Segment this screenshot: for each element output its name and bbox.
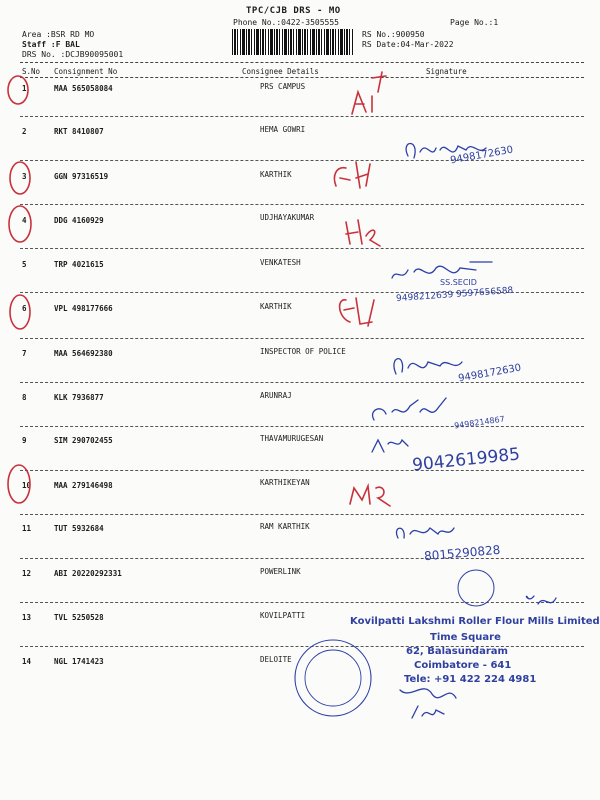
row-sno: 2: [22, 127, 27, 136]
row-consignee: UDJHAYAKUMAR: [260, 213, 315, 222]
row-consignee: POWERLINK: [260, 567, 301, 576]
row-consignment: TRP 4021615: [54, 260, 104, 269]
row-divider: [20, 382, 584, 383]
stamp-company-name: Kovilpatti Lakshmi Roller Flour Mills Limited: [350, 616, 600, 627]
blue-signature: [372, 440, 408, 452]
area-field: Area :BSR RD MO: [22, 30, 95, 39]
handwritten-phone: 9042619985: [411, 444, 521, 476]
red-initials-signature: [352, 72, 386, 114]
row-sno: 10: [22, 481, 32, 490]
row-consignment: NGL 1741423: [54, 657, 104, 666]
row-divider: [20, 116, 584, 117]
row-consignment: KLK 7936877: [54, 393, 104, 402]
blue-signature: [412, 706, 444, 718]
row-consignment: SIM 290702455: [54, 436, 113, 445]
handwritten-phone: 9498172630: [449, 144, 515, 167]
page-title: TPC/CJB DRS - MO: [246, 6, 341, 16]
row-sno: 8: [22, 393, 27, 402]
row-consignment: MAA 565058084: [54, 84, 113, 93]
phone-number: Phone No.:0422-3505555: [233, 18, 339, 27]
blue-signature: [394, 359, 462, 374]
barcode: [232, 29, 354, 55]
red-initials-signature: [346, 220, 380, 246]
round-seal-icon: [295, 640, 371, 716]
staff-field: Staff :F BAL: [22, 40, 80, 49]
row-divider: [20, 426, 584, 427]
row-sno: 7: [22, 349, 27, 358]
handwritten-phone: 9498172630: [457, 362, 523, 385]
row-consignee: RAM KARTHIK: [260, 522, 310, 531]
row-consignment: ABI 20220292331: [54, 569, 122, 578]
row-consignment: GGN 97316519: [54, 172, 109, 181]
row-consignee: KARTHIK: [260, 170, 292, 179]
row-consignment: TVL 5250528: [54, 613, 104, 622]
row-sno: 5: [22, 260, 27, 269]
header-divider-top: [20, 62, 584, 63]
column-signature: Signature: [426, 67, 467, 76]
row-divider: [20, 514, 584, 515]
rs-date: RS Date:04-Mar-2022: [362, 40, 454, 49]
row-sno: 14: [22, 657, 32, 666]
column-consignee: Consignee Details: [242, 67, 319, 76]
row-sno: 12: [22, 569, 32, 578]
page-number: Page No.:1: [450, 18, 499, 27]
row-consignment: MAA 564692380: [54, 349, 113, 358]
row-consignee: INSPECTOR OF POLICE: [260, 347, 346, 356]
row-divider: [20, 338, 584, 339]
row-consignee: THAVAMURUGESAN: [260, 434, 324, 443]
stamp-line: Coimbatore - 641: [414, 660, 512, 671]
red-circle-mark: [9, 206, 31, 242]
red-initials-signature: [350, 486, 390, 506]
row-consignee: ARUNRAJ: [260, 391, 292, 400]
row-sno: 3: [22, 172, 27, 181]
header-divider-bottom: [20, 77, 584, 78]
row-divider: [20, 204, 584, 205]
row-sno: 11: [22, 524, 32, 533]
row-consignment: MAA 279146498: [54, 481, 113, 490]
rs-number: RS No.:900950: [362, 30, 425, 39]
column-consignment: Consignment No: [54, 67, 118, 76]
red-initials-signature: [334, 162, 370, 188]
row-sno: 13: [22, 613, 32, 622]
row-consignee: KARTHIK: [260, 302, 292, 311]
blue-signature: [400, 689, 456, 698]
row-consignee: PRS CAMPUS: [260, 82, 306, 91]
row-sno: 9: [22, 436, 27, 445]
row-consignee: KARTHIKEYAN: [260, 478, 310, 487]
red-circle-mark: [10, 295, 30, 329]
row-divider: [20, 248, 584, 249]
row-consignment: TUT 5932684: [54, 524, 104, 533]
emblem-icon: [458, 570, 494, 606]
row-consignee: KOVILPATTI: [260, 611, 306, 620]
stamp-line: 62, Balasundaram: [406, 646, 508, 657]
handwritten-note: SS.SECID: [440, 278, 477, 287]
row-consignment: DDG 4160929: [54, 216, 104, 225]
red-initials-signature: [340, 298, 374, 326]
handwritten-phone: 9498212639 9597656588: [395, 285, 514, 305]
stamp-phone: Tele: +91 422 224 4981: [404, 674, 537, 685]
blue-signature: [396, 528, 454, 538]
row-divider: [20, 470, 584, 471]
blue-signature: [373, 398, 446, 420]
row-divider: [20, 160, 584, 161]
round-seal-inner-icon: [305, 650, 361, 706]
drs-number: DRS No. :DCJB90095001: [22, 50, 124, 59]
row-sno: 6: [22, 304, 27, 313]
row-divider: [20, 558, 584, 559]
blue-signature: [392, 262, 492, 278]
row-consignee: VENKATESH: [260, 258, 301, 267]
row-sno: 4: [22, 216, 27, 225]
row-sno: 1: [22, 84, 27, 93]
row-consignment: VPL 498177666: [54, 304, 113, 313]
handwritten-phone: 9498214867: [453, 414, 506, 431]
red-circle-mark: [10, 162, 30, 194]
column-sno: S.No: [22, 67, 41, 76]
row-divider: [20, 602, 584, 603]
row-consignment: RKT 8410807: [54, 127, 104, 136]
row-consignee: HEMA GOWRI: [260, 125, 306, 134]
row-consignee: DELOITE: [260, 655, 292, 664]
stamp-line: Time Square: [430, 632, 501, 643]
handwritten-phone: 8015290828: [423, 542, 501, 564]
